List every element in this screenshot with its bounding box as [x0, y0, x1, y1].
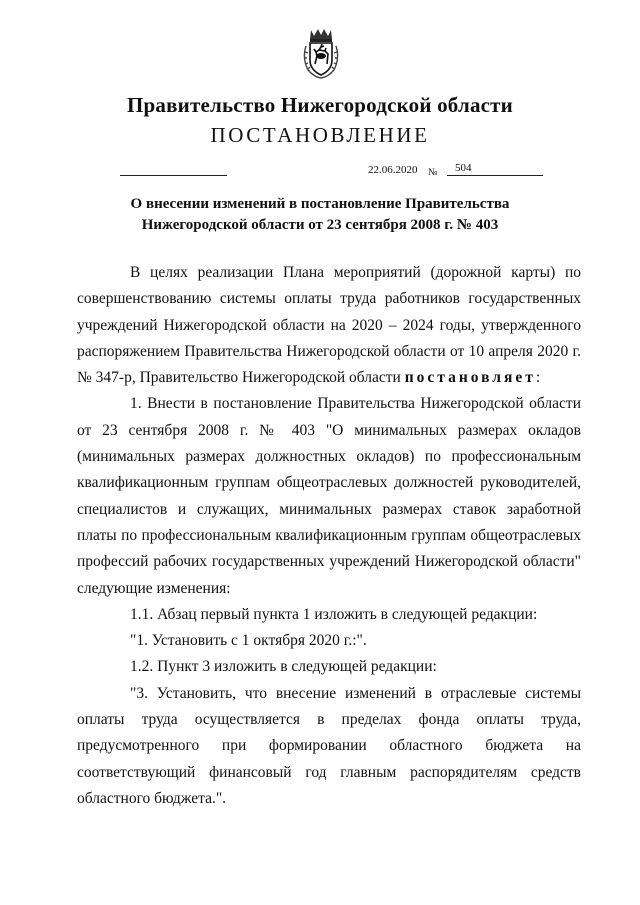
- item-1-1-quote: "1. Установить с 1 октября 2020 г.:".: [130, 632, 367, 650]
- organization-name: Правительство Нижегородской области: [127, 93, 513, 117]
- preamble-text: В целях реализации Плана мероприятий (дорожной карты) по совершенствованию системы оплаты труда работников государственных учреждений Нижегородской области на 2020 – 2024 годы, утвержденного распоряжением Правительства Нижегородской области от 10 апреля 2020 г. № 347-р, Правительство Нижегородской области: [77, 264, 581, 387]
- document-type: ПОСТАНОВЛЕНИЕ: [210, 123, 430, 147]
- document-title: [0, 194, 640, 236]
- item-1-2-paragraph: 1.2. Пункт 3 изложить в следующей редакции:: [130, 658, 437, 676]
- item-1-1-paragraph: 1.1. Абзац первый пункта 1 изложить в следующей редакции:: [130, 605, 538, 623]
- title-line-2: Нижегородской области от 23 сентября 2008 г. № 403: [141, 217, 499, 233]
- resolves-suffix: :: [535, 369, 541, 387]
- document-number: 504: [455, 162, 472, 174]
- item-1-2-quote: "3. Установить, что внесение изменений в отраслевые системы оплаты труда осуществляется в пределах фонда оплаты труда, предусмотренного при формировании областного бюджета на соответствующий финансовый год главным распорядителям средств областного бюджета.".: [77, 684, 581, 807]
- preamble-paragraph: [77, 260, 581, 391]
- title-line-1: О внесении изменений в постановление Правительства: [130, 196, 510, 212]
- item-1-paragraph: 1. Внести в постановление Правительства Нижегородской области от 23 сентября 2008 г. № 403 "О минимальных размерах окладов (минимальных размерах должностных окладов) по профессиональным квалификационным группам общеотраслевых должностей руководителей, специалистов и служащих, минимальных размерах ставок заработной платы по профессиональным квалификационным группам общеотраслевых профессий рабочих государственных учреждений Нижегородской области" следующие изменения:: [77, 395, 581, 597]
- number-label: №: [428, 167, 438, 178]
- signature-line: [120, 175, 227, 176]
- resolves-word: постановляет: [404, 369, 536, 387]
- document-body: [77, 260, 581, 812]
- number-line: [447, 175, 543, 176]
- coat-of-arms-icon: [299, 26, 343, 80]
- document-date: 22.06.2020: [368, 164, 418, 176]
